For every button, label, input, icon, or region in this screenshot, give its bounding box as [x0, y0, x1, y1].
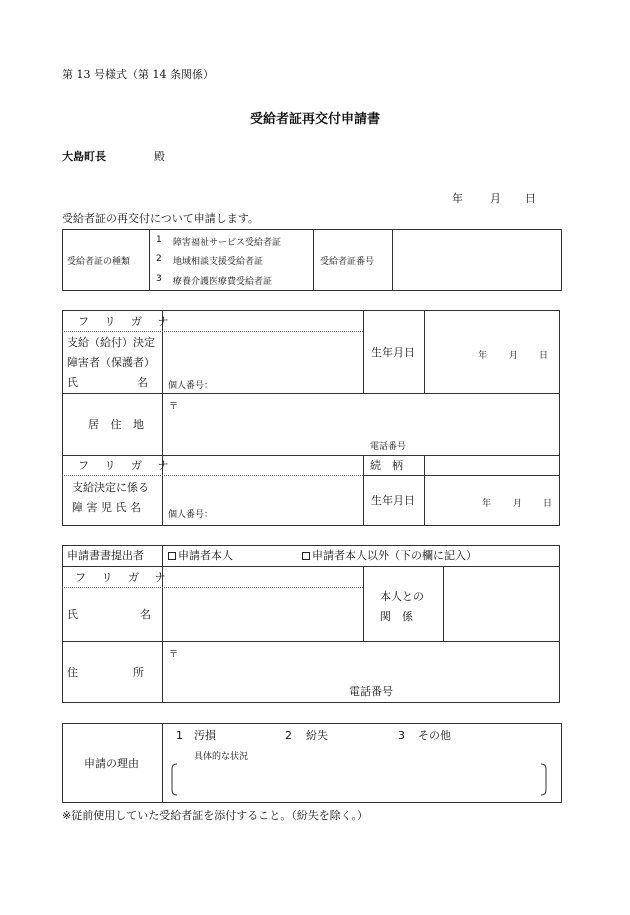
child-name-field[interactable]: [164, 477, 361, 504]
cert-number-label: 受給者証番号: [320, 257, 375, 267]
bracket-right-icon: [541, 764, 546, 795]
residence-field[interactable]: [164, 395, 558, 435]
cert-option-3-num: 3: [156, 274, 162, 284]
page-title: 受給者証再交付申請書: [249, 112, 380, 127]
child-birth-label: 生年月日: [371, 494, 415, 507]
child-my-number-label: 個人番号：: [168, 510, 214, 520]
reason-option-2-num: 2: [285, 729, 292, 742]
submitter-label: 申請書書提出者: [67, 549, 144, 562]
residence-phone-label: 電話番号: [370, 442, 407, 452]
date-month: 月: [490, 192, 501, 205]
reason-option-2[interactable]: 紛失: [306, 729, 328, 742]
child-furigana-label: フ リ ガ ナ: [78, 459, 175, 472]
applicant-name-label-2: 障害者（保護者）: [67, 356, 155, 369]
form-number: 第 13 号様式（第 14 条関係）: [62, 68, 214, 81]
child-furigana-field[interactable]: [164, 457, 361, 474]
footnote: ※従前使用していた受給者証を添付すること。（紛失を除く。）: [62, 809, 368, 822]
applicant-name-label-3b: 名: [137, 376, 148, 389]
reason-detail-field[interactable]: [180, 764, 538, 794]
reason-option-1[interactable]: 汚損: [194, 729, 216, 742]
applicant-my-number-label: 個人番号：: [168, 381, 214, 391]
submitter-furigana-field[interactable]: [164, 568, 361, 586]
residence-postal-mark: 〒: [169, 402, 179, 412]
reason-label: 申請の理由: [84, 757, 139, 770]
child-birth-day: 日: [543, 499, 553, 509]
reason-option-1-num: 1: [176, 729, 183, 742]
date-day: 日: [525, 192, 536, 205]
submitter-name-a: 氏: [67, 608, 78, 621]
child-birth-month: 月: [513, 499, 523, 509]
child-relation-field[interactable]: [426, 457, 558, 474]
submitter-option-self-label: 申請者本人: [178, 549, 233, 562]
cert-option-3[interactable]: 療養介護医療費受給者証: [173, 277, 273, 287]
reason-option-3-num: 3: [398, 729, 405, 742]
submitter-relation-field[interactable]: [445, 568, 558, 639]
child-name-label-1: 支給決定に係る: [72, 481, 149, 494]
addressee: 大島町長: [62, 150, 106, 163]
submitter-option-other-label: 申請者本人以外（下の欄に記入）: [312, 549, 477, 562]
child-birth-year: 年: [482, 499, 492, 509]
child-name-label-2: 障 害 児 氏 名: [72, 501, 141, 514]
applicant-name-field[interactable]: [164, 333, 361, 375]
submitter-address-a: 住: [67, 666, 78, 679]
checkbox-self[interactable]: [168, 552, 176, 560]
submitter-phone-label: 電話番号: [349, 685, 393, 698]
applicant-furigana-label: フ リ ガ ナ: [78, 315, 175, 328]
reason-detail-label: 具体的な状況: [194, 752, 249, 762]
submitter-address-field[interactable]: [164, 643, 558, 683]
intro-text: 受給者証の再交付について申請します。: [62, 212, 259, 225]
cert-number-field[interactable]: [394, 231, 560, 289]
submitter-name-b: 名: [140, 608, 151, 621]
cert-type-label: 受給者証の種類: [67, 257, 131, 267]
reason-option-3[interactable]: その他: [418, 729, 451, 742]
submitter-option-other[interactable]: [302, 549, 477, 563]
applicant-name-label-3a: 氏: [67, 376, 78, 389]
submitter-postal-mark: 〒: [169, 650, 179, 660]
applicant-furigana-field[interactable]: [164, 312, 361, 330]
submitter-furigana-label: フ リ ガ ナ: [75, 571, 172, 584]
applicant-name-label-1: 支給（給付）決定: [67, 336, 155, 349]
cert-option-1-num: 1: [156, 235, 162, 245]
checkbox-other[interactable]: [302, 552, 310, 560]
cert-option-2[interactable]: 地域相談支援受給者証: [173, 257, 264, 267]
applicant-birth-year: 年: [478, 351, 488, 361]
submitter-relation-label-2: 関 係: [380, 610, 413, 623]
residence-label: 居 住 地: [88, 418, 148, 431]
submitter-relation-label-1: 本人との: [380, 590, 424, 603]
submitter-address-b: 所: [133, 666, 144, 679]
applicant-birth-day: 日: [539, 351, 549, 361]
bracket-left-icon: [172, 764, 177, 795]
cert-option-2-num: 2: [156, 254, 162, 264]
date-year: 年: [452, 192, 463, 205]
cert-option-1[interactable]: 障害福祉サービス受給者証: [173, 238, 282, 248]
applicant-birth-month: 月: [509, 351, 519, 361]
submitter-option-self[interactable]: [168, 549, 233, 563]
applicant-birth-label: 生年月日: [371, 346, 415, 359]
submitter-name-field[interactable]: [164, 589, 361, 639]
child-relation-label: 続 柄: [370, 459, 403, 472]
honorific: 殿: [154, 150, 165, 163]
